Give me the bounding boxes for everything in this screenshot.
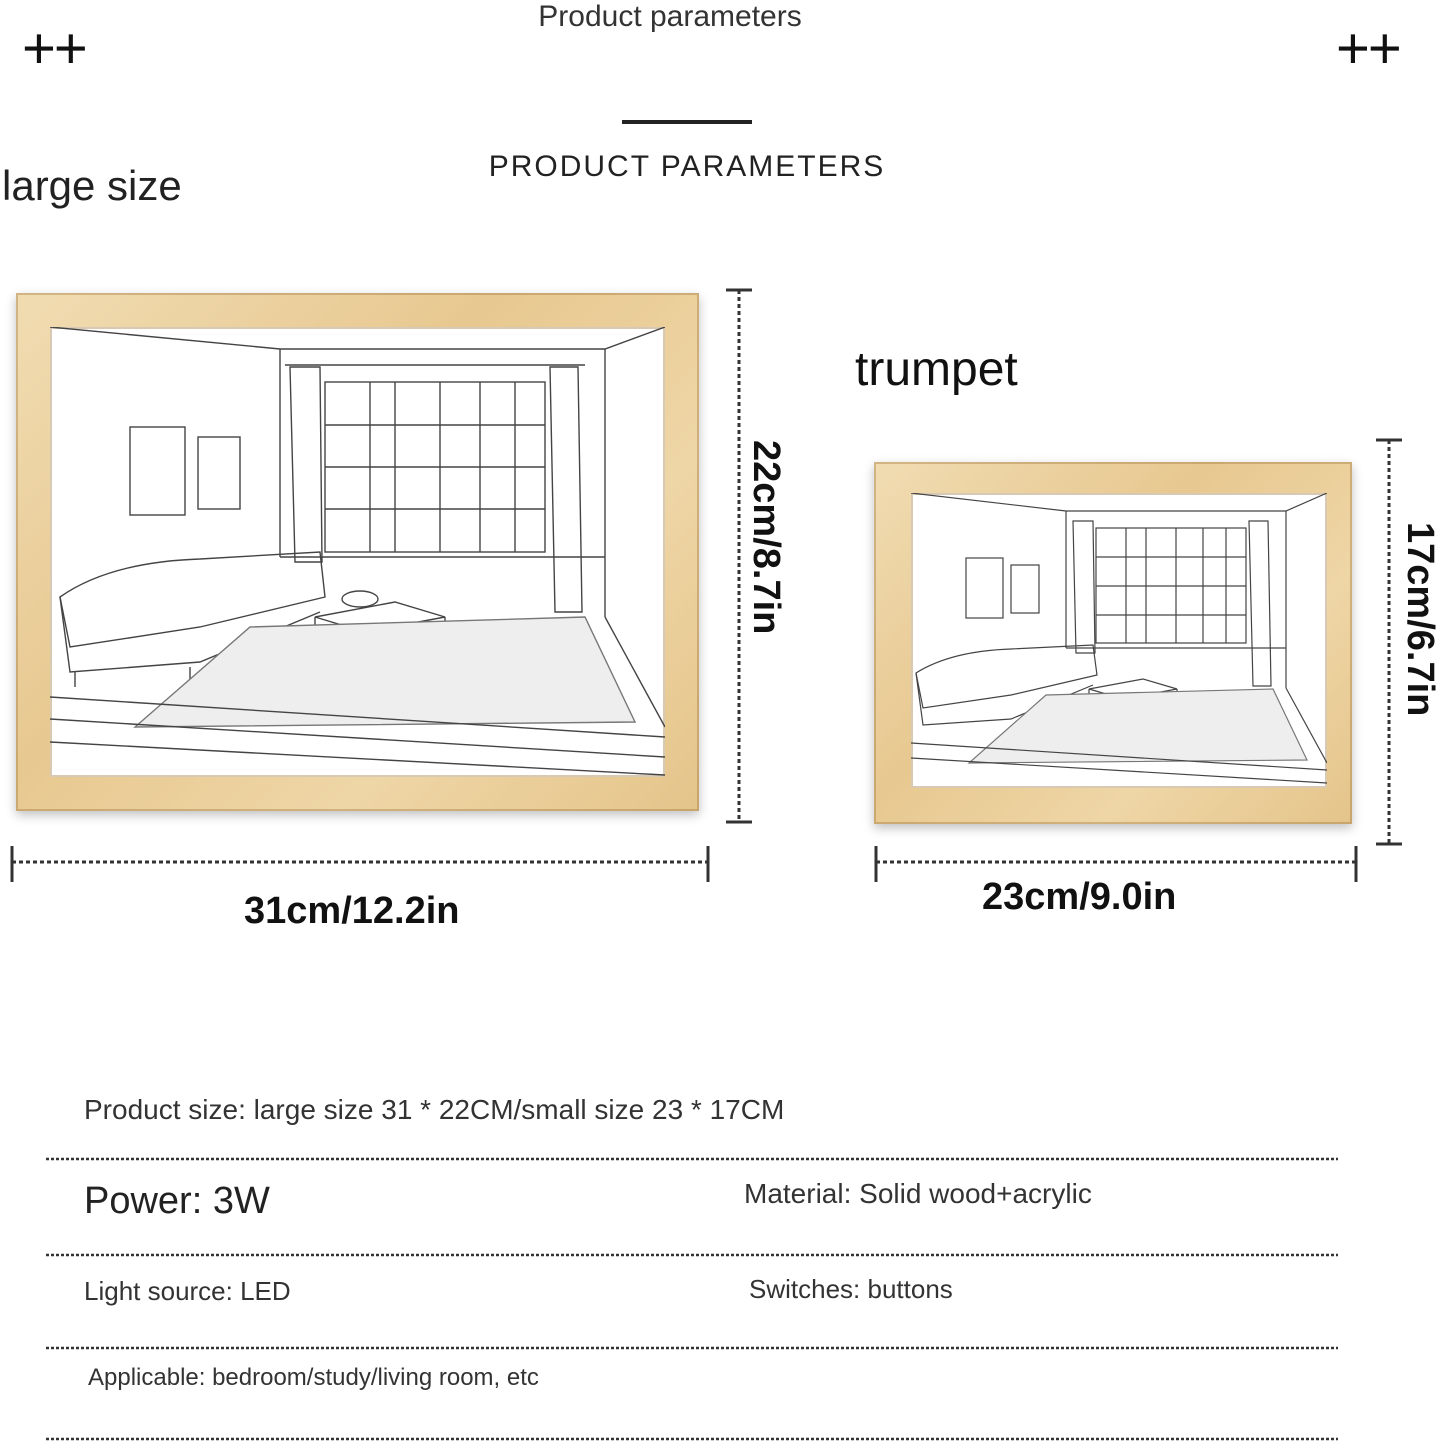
large-width-dimension-line [8, 842, 712, 886]
spec-power: Power: 3W [84, 1180, 270, 1222]
large-room-sketch [50, 327, 665, 777]
page-title: Product parameters [538, 0, 802, 33]
large-width-label: 31cm/12.2in [244, 890, 460, 932]
spec-material: Material: Solid wood+acrylic [744, 1178, 1092, 1209]
spec-divider [46, 1156, 1338, 1162]
room-sketch-icon [911, 493, 1327, 788]
large-size-label: large size [2, 162, 182, 209]
large-height-label: 22cm/8.7in [745, 440, 787, 635]
spec-switches: Switches: buttons [749, 1274, 953, 1304]
spec-divider [46, 1436, 1338, 1442]
plus-decor-left: ++ [22, 16, 86, 81]
spec-light-source: Light source: LED [84, 1276, 291, 1306]
spec-applicable: Applicable: bedroom/study/living room, etc [88, 1364, 539, 1391]
title-divider [622, 120, 752, 124]
small-width-label: 23cm/9.0in [982, 876, 1177, 918]
room-sketch-icon [50, 327, 665, 777]
plus-decor-right: ++ [1336, 16, 1400, 81]
spec-divider [46, 1252, 1338, 1258]
spec-product-size: Product size: large size 31 * 22CM/small size 23 * 17CM [84, 1094, 785, 1125]
small-room-sketch [911, 493, 1327, 788]
page-subtitle: PRODUCT PARAMETERS [488, 150, 886, 183]
small-size-label: trumpet [855, 343, 1018, 396]
spec-divider [46, 1345, 1338, 1351]
small-height-label: 17cm/6.7in [1399, 522, 1441, 717]
small-frame-image [874, 462, 1352, 824]
large-frame-image [16, 293, 699, 811]
